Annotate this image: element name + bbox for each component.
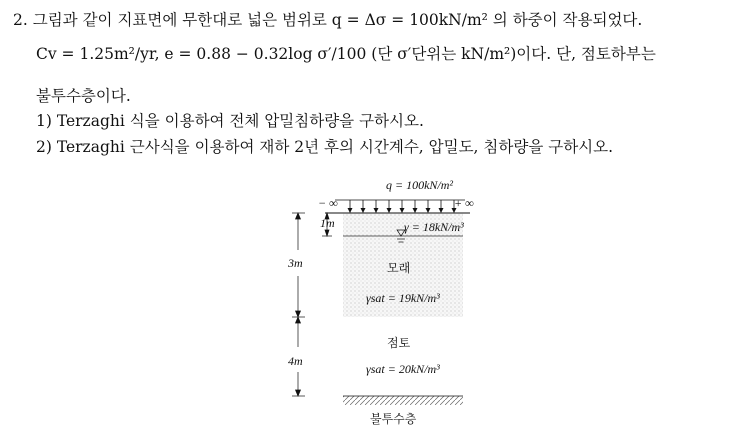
load-arrow-heads	[348, 208, 457, 213]
impervious-layer-label: 불투수층	[370, 412, 417, 426]
sand-thickness-label: 3m	[288, 256, 303, 270]
clay-name-label: 점토	[387, 336, 411, 350]
problem-line-3	[36, 84, 131, 106]
load-arrows	[335, 200, 465, 212]
problem-statement-3: 불투수층이다.	[36, 87, 131, 105]
clay-thickness-label: 4m	[288, 354, 303, 368]
sand-unit-weight-label: γ = 18kN/m³	[404, 220, 464, 234]
problem-line-1	[13, 8, 642, 30]
sand-saturated-weight-label: γsat = 19kN/m³	[366, 291, 440, 305]
sand-name-label: 모래	[387, 261, 411, 275]
problem-number: 2.	[13, 11, 28, 29]
impervious-layer	[343, 396, 463, 405]
negative-infinity-label: − ∞	[318, 196, 338, 210]
water-table-depth-label: 1m	[320, 216, 335, 230]
problem-line-2	[36, 42, 656, 64]
question-2	[36, 135, 613, 157]
question-1	[36, 109, 424, 131]
problem-statement-1: 그림과 같이 지표면에 무한대로 넓은 범위로 q = Δσ = 100kN/m² 의 하중이 작용되었다.	[32, 11, 643, 29]
positive-infinity-label: + ∞	[454, 196, 474, 210]
load-label: q = 100kN/m²	[386, 178, 454, 192]
question-1-text: 1) Terzaghi 식을 이용하여 전체 압밀침하량을 구하시오.	[36, 112, 424, 130]
soil-profile-figure	[270, 170, 510, 438]
clay-saturated-weight-label: γsat = 20kN/m³	[366, 362, 440, 376]
problem-statement-2: Cv = 1.25m²/yr, e = 0.88 − 0.32log σ′/100 (단 σ′단위는 kN/m²)이다. 단, 점토하부는	[36, 45, 656, 63]
question-2-text: 2) Terzaghi 근사식을 이용하여 재하 2년 후의 시간계수, 압밀도, 침하량을 구하시오.	[36, 138, 614, 156]
